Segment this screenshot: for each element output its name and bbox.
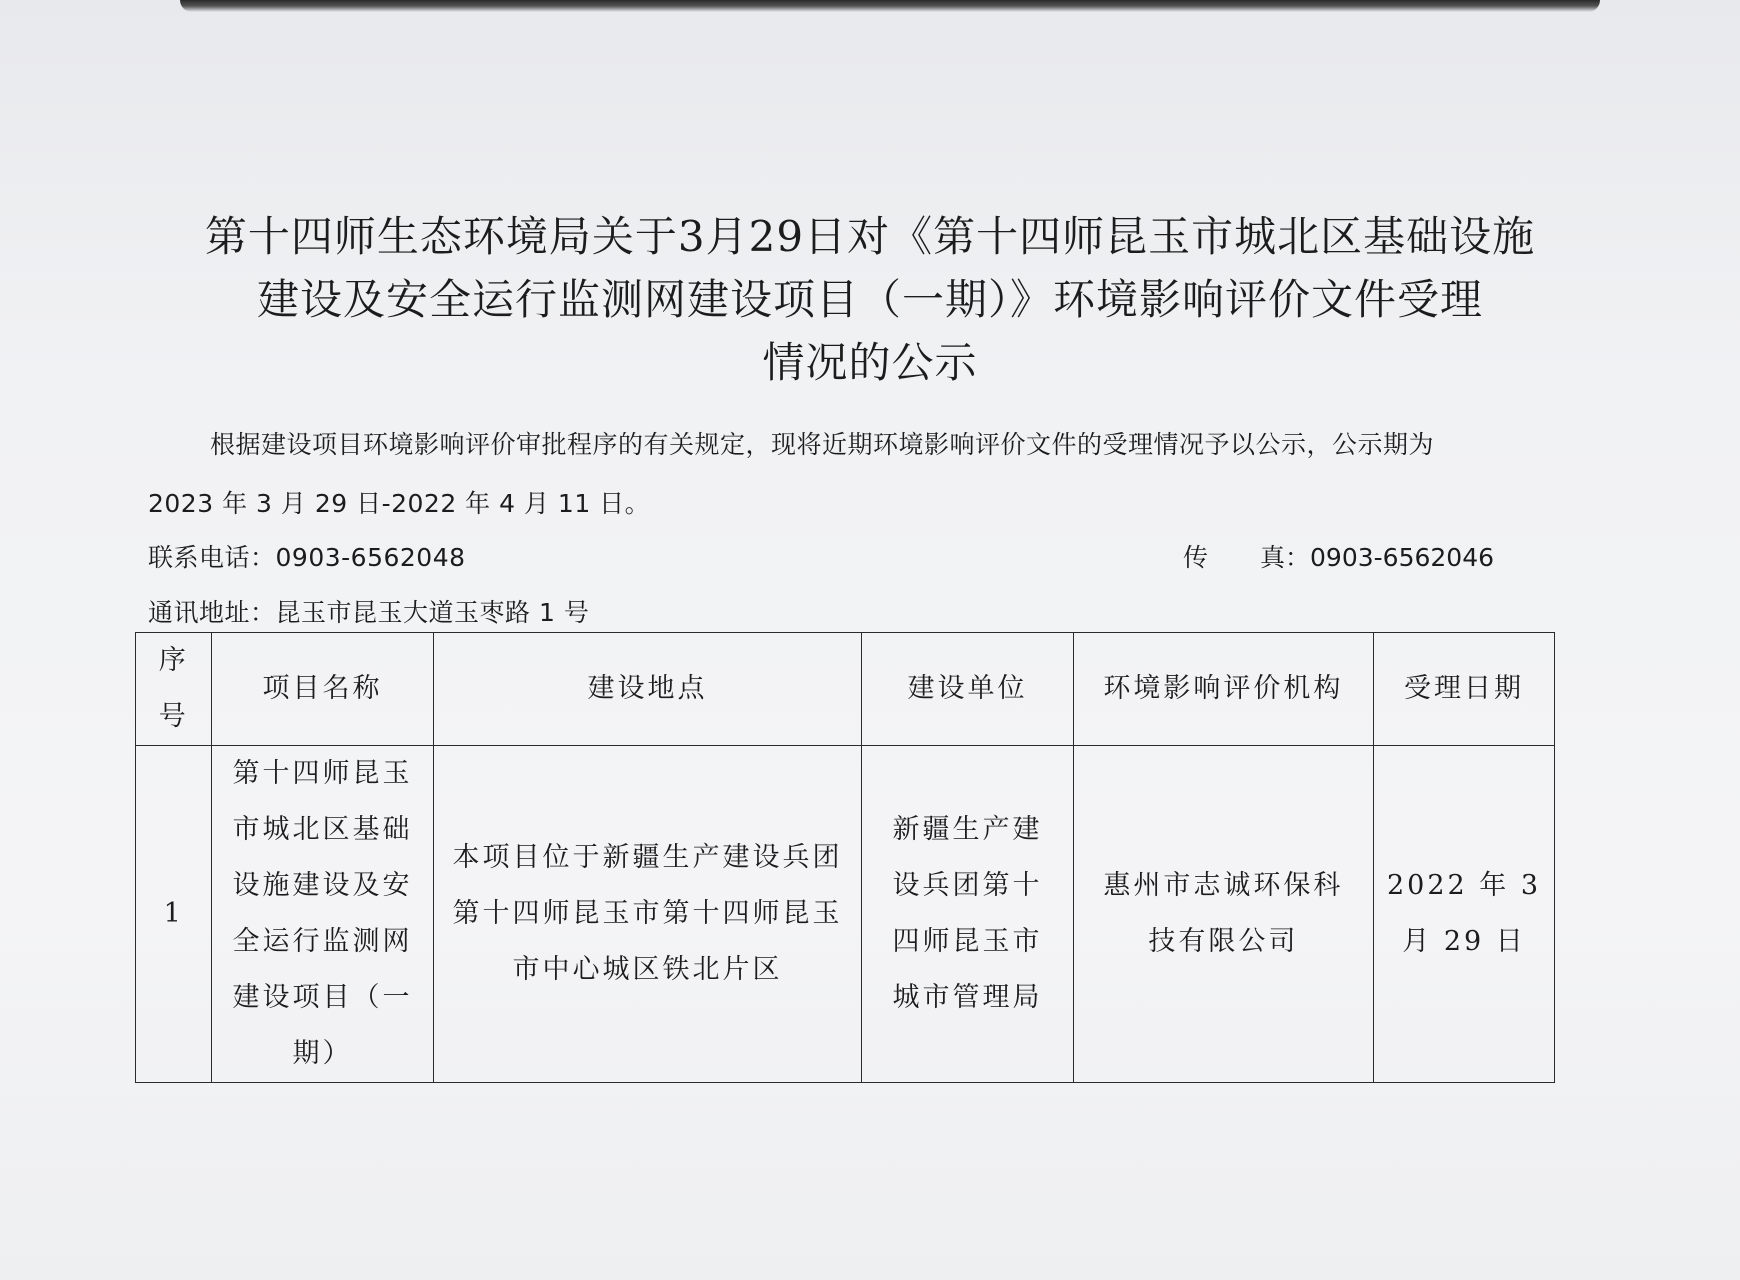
notice-title	[120, 205, 1620, 394]
header-seq-1: 序	[158, 645, 189, 676]
title-line-1: 第十四师生态环境局关于3月29日对《第十四师昆玉市城北区基础设施	[204, 212, 1536, 261]
contact-phone	[148, 538, 466, 574]
intro-line-1: 根据建设项目环境影响评价审批程序的有关规定，现将近期环境影响评价文件的受理情况予以公示，公示期为	[210, 430, 1435, 459]
header-unit: 建设单位	[862, 633, 1073, 746]
cell-agency	[1073, 746, 1373, 1083]
fax-number: 0903-6562046	[1310, 543, 1495, 572]
header-name: 项目名称	[212, 633, 433, 746]
cell-name	[212, 746, 433, 1083]
contact-fax	[1183, 538, 1494, 574]
cell-seq: 1	[136, 746, 212, 1083]
phone-label: 联系电话：	[148, 543, 276, 572]
intro-line-2: 2023 年 3 月 29 日-2022 年 4 月 11 日。	[148, 489, 651, 518]
cell-unit	[862, 746, 1073, 1083]
title-line-2: 建设及安全运行监测网建设项目（一期）》环境影响评价文件受理	[256, 275, 1483, 324]
page-top-shadow	[180, 0, 1600, 12]
header-seq-2: 号	[158, 701, 189, 732]
cell-agency-text: 惠州市志诚环保科技有限公司	[1103, 870, 1344, 957]
header-agency: 环境影响评价机构	[1073, 633, 1373, 746]
cell-date	[1374, 746, 1555, 1083]
fax-label-1: 传	[1183, 543, 1209, 572]
table-header-row	[136, 633, 1555, 746]
table-row	[136, 746, 1555, 1083]
contact-address	[148, 593, 589, 629]
header-location: 建设地点	[433, 633, 862, 746]
cell-name-text: 第十四师昆玉市城北区基础设施建设及安全运行监测网建设项目（一期）	[232, 758, 413, 1069]
header-seq	[136, 633, 212, 746]
title-line-3: 情况的公示	[762, 338, 978, 387]
address-value: 昆玉市昆玉大道玉枣路 1 号	[275, 598, 590, 627]
cell-location-text: 本项目位于新疆生产建设兵团第十四师昆玉市第十四师昆玉市中心城区铁北片区	[452, 842, 843, 985]
fax-label-2: 真：	[1260, 543, 1311, 572]
notice-table	[135, 632, 1555, 1083]
address-label: 通讯地址：	[148, 598, 276, 627]
header-date: 受理日期	[1374, 633, 1555, 746]
phone-number: 0903-6562048	[275, 543, 466, 572]
cell-unit-text: 新疆生产建设兵团第十四师昆玉市城市管理局	[892, 814, 1043, 1013]
cell-location	[433, 746, 862, 1083]
cell-date-text: 2022 年 3 月 29 日	[1386, 870, 1542, 957]
